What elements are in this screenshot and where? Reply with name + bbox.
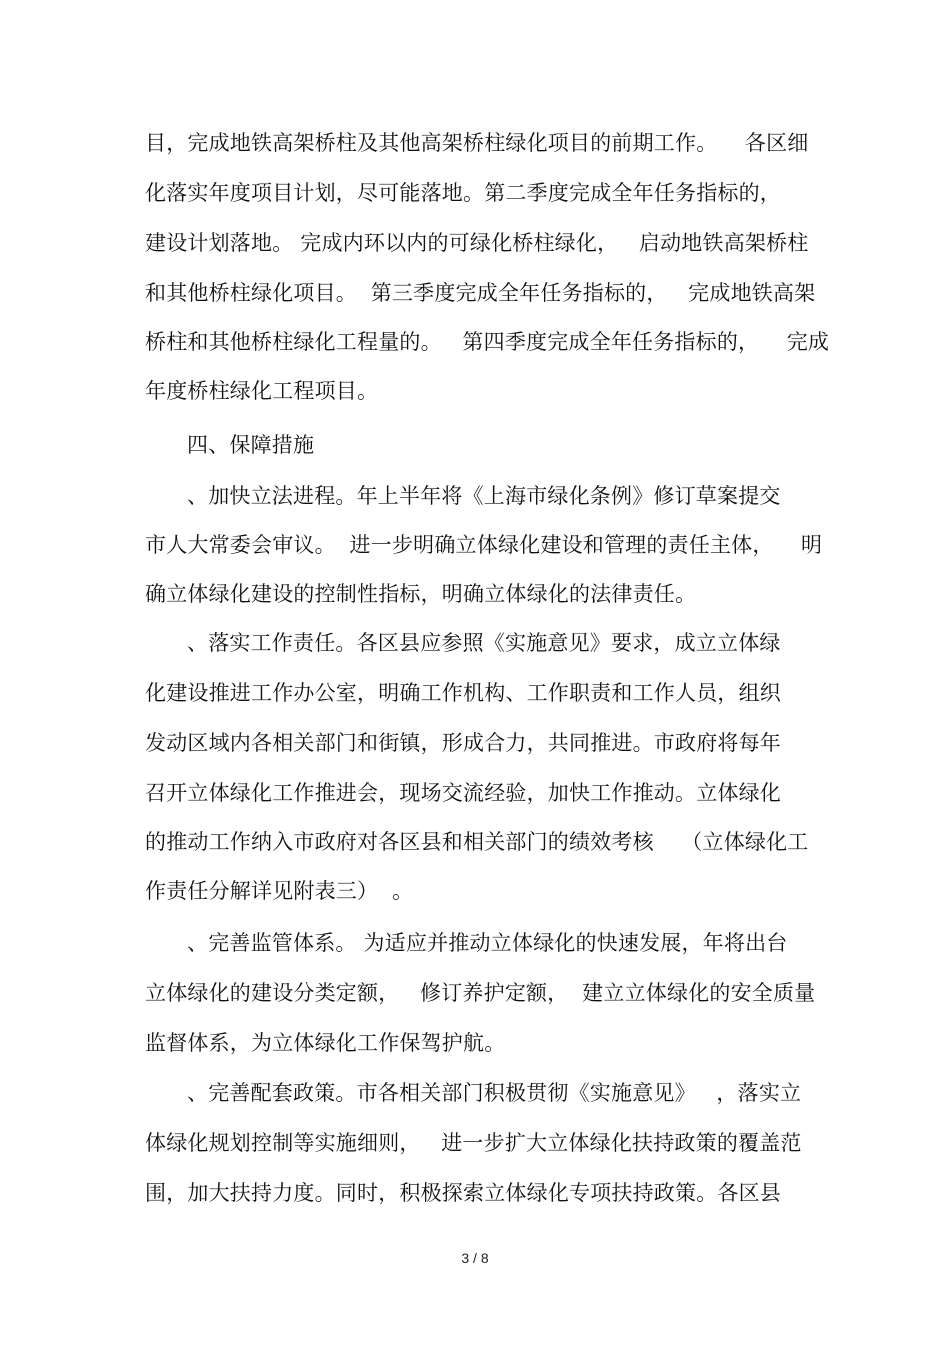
text-line: 、完善监管体系。 为适应并推动立体绿化的快速发展，年将出台 [187,931,788,955]
text-line: 围，加大扶持力度。同时，积极探索立体绿化专项扶持政策。各区县 [145,1181,781,1205]
text-line: 确立体绿化建设的控制性指标，明确立体绿化的法律责任。 [145,582,697,606]
text-line: 年度桥柱绿化工程项目。 [145,379,379,403]
text-line: 监督体系，为立体绿化工作保驾护航。 [145,1031,506,1055]
text-line: 化建设推进工作办公室，明确工作机构、工作职责和工作人员，组织 [145,681,781,705]
text-line: 市人大常委会审议。 进一步明确立体绿化建设和管理的责任主体， 明 [145,533,823,557]
text-line: 体绿化规划控制等实施细则， 进一步扩大立体绿化扶持政策的覆盖范 [145,1131,802,1155]
text-line: 的推动工作纳入市政府对各区县和相关部门的绩效考核 （立体绿化工 [145,830,809,854]
text-line: 化落实年度项目计划，尽可能落地。第二季度完成全年任务指标的， [145,181,781,205]
text-line: 、完善配套政策。市各相关部门积极贯彻《实施意见》 ，落实立 [187,1081,802,1105]
text-line: 召开立体绿化工作推进会，现场交流经验，加快工作推动。立体绿化 [145,781,781,805]
text-line: 目，完成地铁高架桥柱及其他高架桥柱绿化项目的前期工作。 各区细 [145,131,809,155]
text-line: 发动区域内各相关部门和街镇，形成合力，共同推进。市政府将每年 [145,731,781,755]
text-line: 建设计划落地。 完成内环以内的可绿化桥柱绿化， 启动地铁高架桥柱 [145,231,809,255]
text-line: 桥柱和其他桥柱绿化工程量的。 第四季度完成全年任务指标的， 完成 [145,330,830,354]
text-line: 和其他桥柱绿化项目。 第三季度完成全年任务指标的， 完成地铁高架 [145,281,816,305]
text-line: 作责任分解详见附表三） 。 [145,879,414,903]
text-line: 、加快立法进程。年上半年将《上海市绿化条例》修订草案提交 [187,484,781,508]
page-number: 3 / 8 [461,1250,489,1266]
text-line: 立体绿化的建设分类定额， 修订养护定额， 建立立体绿化的安全质量 [145,981,816,1005]
text-line: 、落实工作责任。各区县应参照《实施意见》要求，成立立体绿 [187,631,781,655]
section-heading: 四、保障措施 [187,433,315,457]
